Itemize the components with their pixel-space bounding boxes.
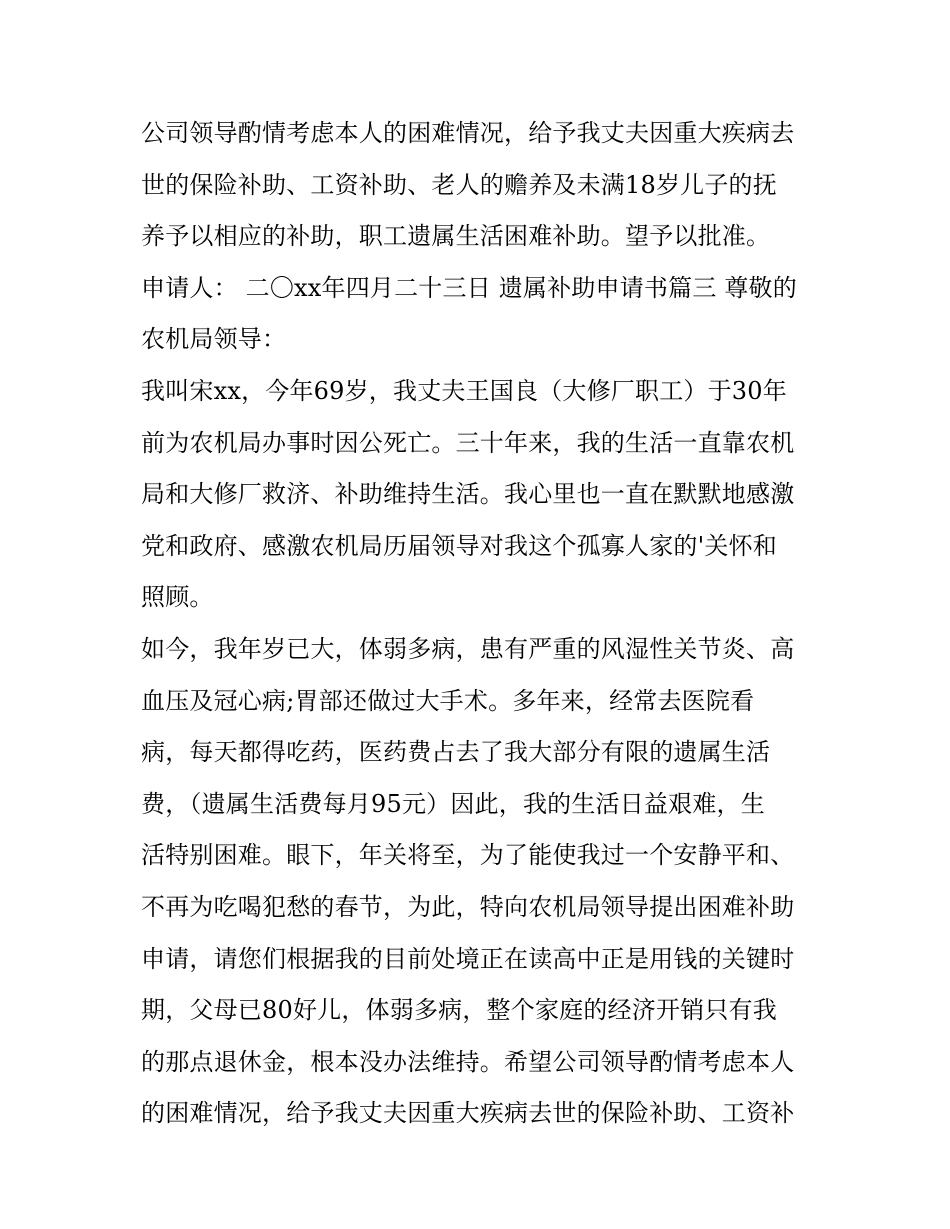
text-line-14: 费，（遗属生活费每月95元）因此，我的生活日益艰难，生 — [141, 789, 765, 818]
text-line-19: 的那点退休金，根本没办法维持。希望公司领导酌情考虑本人 — [141, 1047, 795, 1076]
text-line-5: 农机局领导： — [141, 325, 287, 354]
text-line-13: 病，每天都得吃药，医药费占去了我大部分有限的遗属生活 — [141, 738, 771, 767]
text-line-3: 养予以相应的补助，职工遗属生活困难补助。望予以批准。 — [141, 222, 771, 251]
text-line-20: 的困难情况，给予我丈夫因重大疾病去世的保险补助、工资补 — [141, 1099, 795, 1128]
body-text — [141, 108, 821, 1140]
text-line-1: 公司领导酌情考虑本人的困难情况，给予我丈夫因重大疾病去 — [141, 119, 795, 147]
text-line-11: 如今，我年岁已大，体弱多病，患有严重的风湿性关节炎、高 — [141, 634, 795, 663]
text-line-10: 照顾。 — [141, 583, 214, 612]
text-line-7: 前为农机局办事时因公死亡。三十年来，我的生活一直靠农机 — [141, 428, 795, 457]
text-line-8: 局和大修厂救济、补助维持生活。我心里也一直在默默地感激 — [141, 480, 795, 509]
text-line-6: 我叫宋xx，今年69岁，我丈夫王国良（大修厂职工）于30年 — [141, 376, 787, 405]
text-line-17: 申请，请您们根据我的目前处境正在读高中正是用钱的关键时 — [141, 944, 795, 973]
text-line-9: 党和政府、感激农机局历届领导对我这个孤寡人家的'关怀和 — [141, 531, 777, 560]
text-line-2: 世的保险补助、工资补助、老人的赡养及未满18岁儿子的抚 — [141, 170, 777, 199]
text-line-16: 不再为吃喝犯愁的春节，为此，特向农机局领导提出困难补助 — [141, 892, 795, 921]
text-line-12: 血压及冠心病;胃部还做过大手术。多年来，经常去医院看 — [141, 686, 755, 715]
text-line-15: 活特别困难。眼下，年关将至，为了能使我过一个安静平和、 — [141, 841, 795, 870]
text-line-18: 期，父母已80好儿，体弱多病，整个家庭的经济开销只有我 — [141, 996, 777, 1025]
text-line-4: 申请人： 二〇xx年四月二十三日 遗属补助申请书篇三 尊敬的 — [141, 273, 797, 302]
